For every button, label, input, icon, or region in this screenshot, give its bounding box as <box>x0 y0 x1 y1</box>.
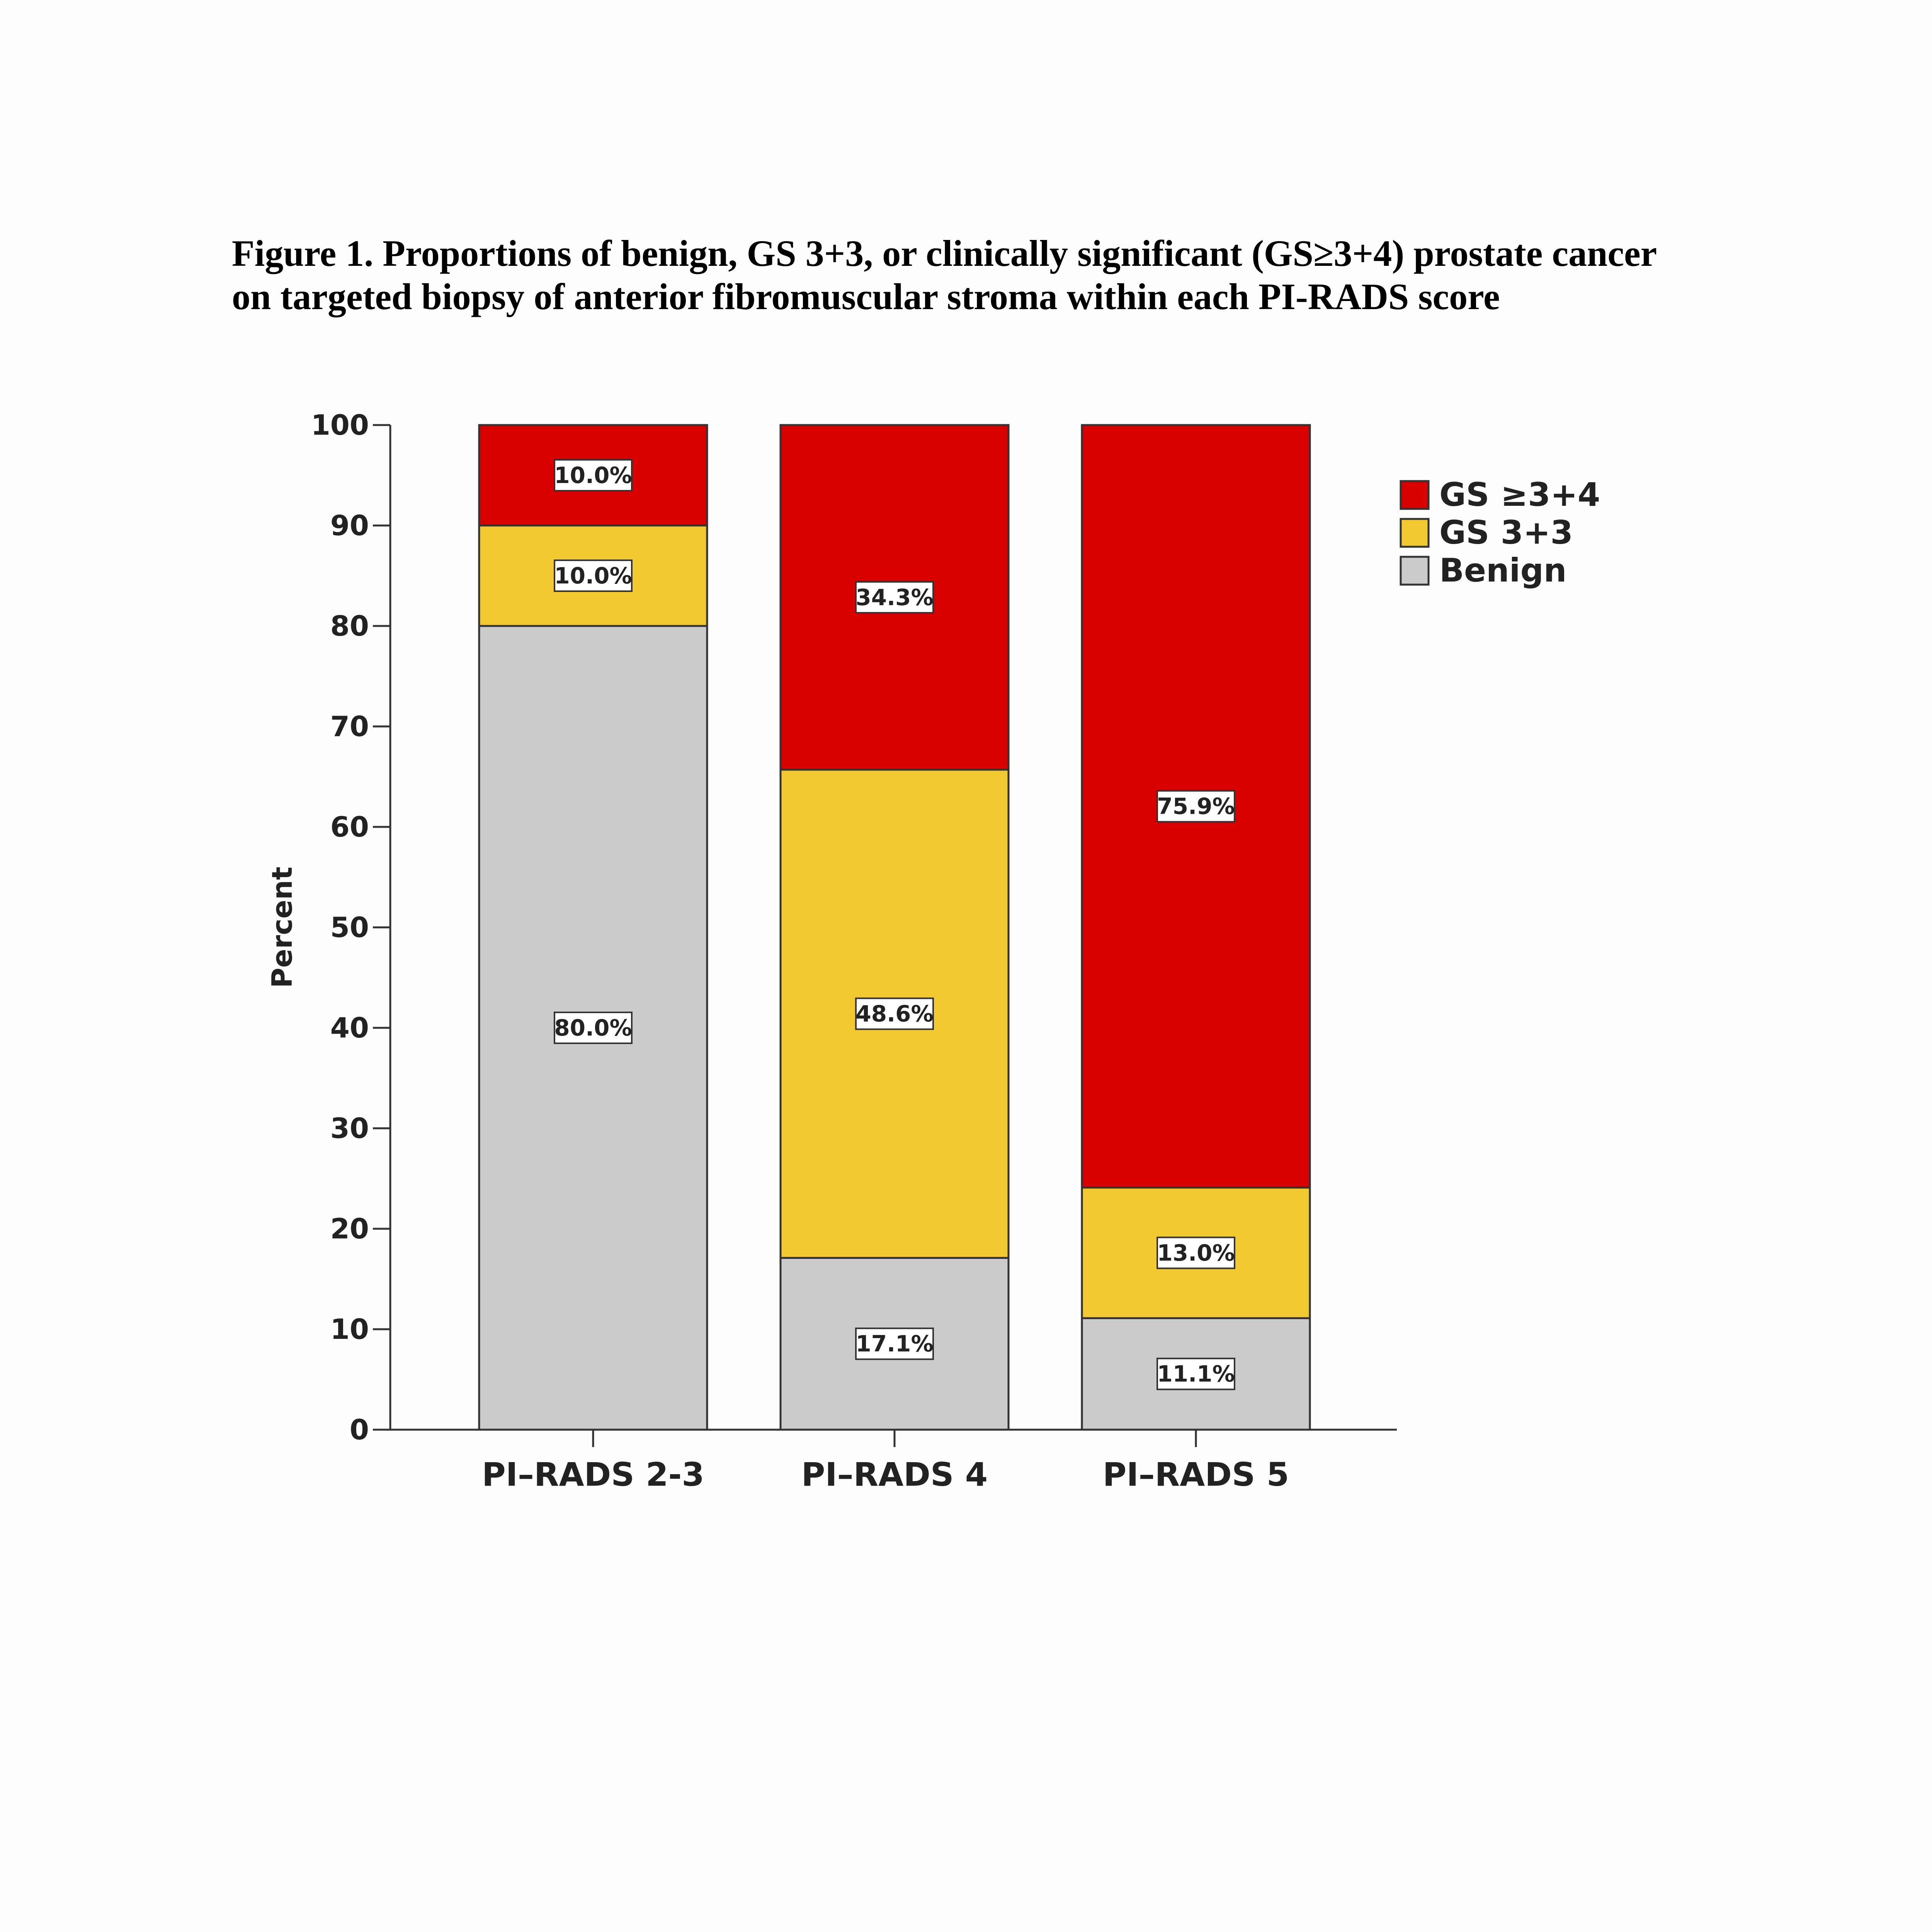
y-tick-label-80: 80 <box>330 610 369 642</box>
y-tick-label-0: 0 <box>349 1413 369 1446</box>
x-tick-label-0: PI–RADS 2-3 <box>482 1456 704 1493</box>
legend-swatch-2 <box>1401 557 1429 585</box>
data-label-2-1: 13.0% <box>1157 1240 1235 1266</box>
y-tick-label-30: 30 <box>330 1112 369 1145</box>
data-label-1-2: 34.3% <box>855 584 934 611</box>
data-label-2-0: 11.1% <box>1157 1361 1235 1387</box>
data-label-1-0: 17.1% <box>855 1330 934 1357</box>
y-tick-label-100: 100 <box>311 409 369 441</box>
legend-label-1: GS 3+3 <box>1439 514 1573 551</box>
legend-swatch-1 <box>1401 519 1429 547</box>
data-label-0-1: 10.0% <box>554 563 632 589</box>
legend-label-2: Benign <box>1439 551 1567 589</box>
x-tick-label-1: PI–RADS 4 <box>801 1456 988 1493</box>
data-label-2-2: 75.9% <box>1157 793 1235 820</box>
legend-swatch-0 <box>1401 481 1429 509</box>
data-label-0-2: 10.0% <box>554 462 632 488</box>
caption-line-1: Figure 1. Proportions of benign, GS 3+3, or clinically significant (GS≥3+4) prostate cancer <box>232 233 1657 274</box>
data-label-0-0: 80.0% <box>554 1015 632 1041</box>
x-tick-label-2: PI–RADS 5 <box>1102 1456 1289 1493</box>
y-tick-label-90: 90 <box>330 509 369 542</box>
y-tick-label-70: 70 <box>330 710 369 743</box>
legend-label-0: GS ≥3+4 <box>1439 476 1600 514</box>
caption-line-2: on targeted biopsy of anterior fibromuscular stroma within each PI-RADS score <box>232 276 1500 317</box>
y-tick-label-10: 10 <box>330 1313 369 1345</box>
data-label-1-1: 48.6% <box>855 1000 934 1027</box>
y-tick-label-60: 60 <box>330 811 369 843</box>
y-axis-title: Percent <box>266 866 298 988</box>
y-tick-label-40: 40 <box>330 1012 369 1044</box>
y-tick-label-20: 20 <box>330 1213 369 1245</box>
y-tick-label-50: 50 <box>330 911 369 944</box>
